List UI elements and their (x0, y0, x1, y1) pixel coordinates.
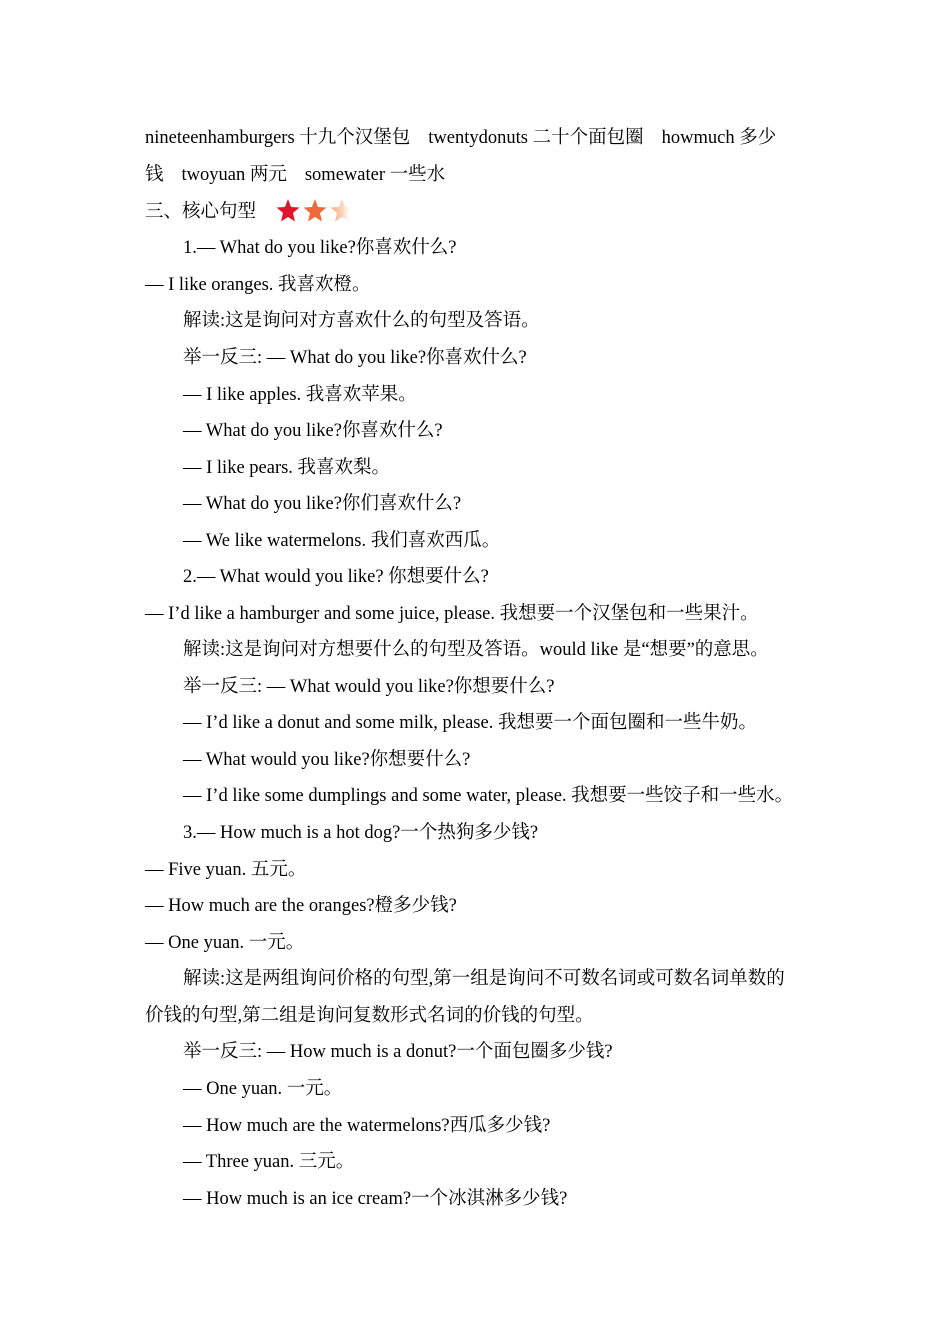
vocab-item: howmuch 多少 (661, 128, 777, 148)
text-line: 解读:这是询问对方想要什么的句型及答语。would like 是“想要”的意思。 (183, 640, 769, 660)
star-half-icon (331, 199, 354, 222)
text-line: — I like pears. 我喜欢梨。 (183, 458, 391, 478)
text-line: 1.— What do you like?你喜欢什么? (183, 238, 457, 258)
text-line: — I’d like a hamburger and some juice, please. 我想要一个汉堡包和一些果汁。 (145, 604, 759, 624)
vocab-item: somewater 一些水 (304, 165, 446, 185)
text-line: — I like oranges. 我喜欢橙。 (145, 275, 371, 295)
text-line: 解读:这是询问对方喜欢什么的句型及答语。 (183, 311, 540, 331)
text-line: — One yuan. 一元。 (183, 1079, 343, 1099)
text-line: 举一反三: — What do you like?你喜欢什么? (183, 348, 527, 368)
text-line: — I’d like a donut and some milk, please. 我想要一个面包圈和一些牛奶。 (183, 713, 757, 733)
text-line: 2.— What would you like? 你想要什么? (183, 567, 489, 587)
text-line: — Three yuan. 三元。 (183, 1152, 355, 1172)
text-line: — What do you like?你喜欢什么? (183, 421, 443, 441)
star-rating (276, 198, 356, 224)
section-heading: 三、核心句型 (145, 202, 257, 222)
vocab-item: 钱 (145, 165, 164, 185)
text-line: — I like apples. 我喜欢苹果。 (183, 385, 417, 405)
text-line: — One yuan. 一元。 (145, 933, 305, 953)
text-line: 举一反三: — What would you like?你想要什么? (183, 677, 555, 697)
text-line: — I’d like some dumplings and some water, please. 我想要一些饺子和一些水。 (183, 786, 794, 806)
text-line: — How much are the watermelons?西瓜多少钱? (183, 1116, 551, 1136)
text-line: — Five yuan. 五元。 (145, 860, 307, 880)
text-line: 解读:这是两组询问价格的句型,第一组是询问不可数名词或可数名词单数的 (183, 969, 785, 989)
vocab-line-1 (145, 126, 776, 150)
text-line: 举一反三: — How much is a donut?一个面包圈多少钱? (183, 1042, 613, 1062)
text-line: 3.— How much is a hot dog?一个热狗多少钱? (183, 823, 539, 843)
text-line: — How much are the oranges?橙多少钱? (145, 896, 457, 916)
text-line: — What would you like?你想要什么? (183, 750, 471, 770)
star-icon (277, 199, 300, 222)
text-line: — How much is an ice cream?一个冰淇淋多少钱? (183, 1189, 568, 1209)
vocab-item: twoyuan 两元 (181, 165, 287, 185)
vocab-line-2 (145, 163, 445, 187)
text-line: 价钱的句型,第二组是询问复数形式名词的价钱的句型。 (145, 1006, 594, 1026)
text-line: — We like watermelons. 我们喜欢西瓜。 (183, 531, 501, 551)
star-icon (304, 199, 327, 222)
vocab-item: nineteenhamburgers 十九个汉堡包 (145, 128, 411, 148)
vocab-item: twentydonuts 二十个面包圈 (428, 128, 644, 148)
text-line: — What do you like?你们喜欢什么? (183, 494, 462, 514)
